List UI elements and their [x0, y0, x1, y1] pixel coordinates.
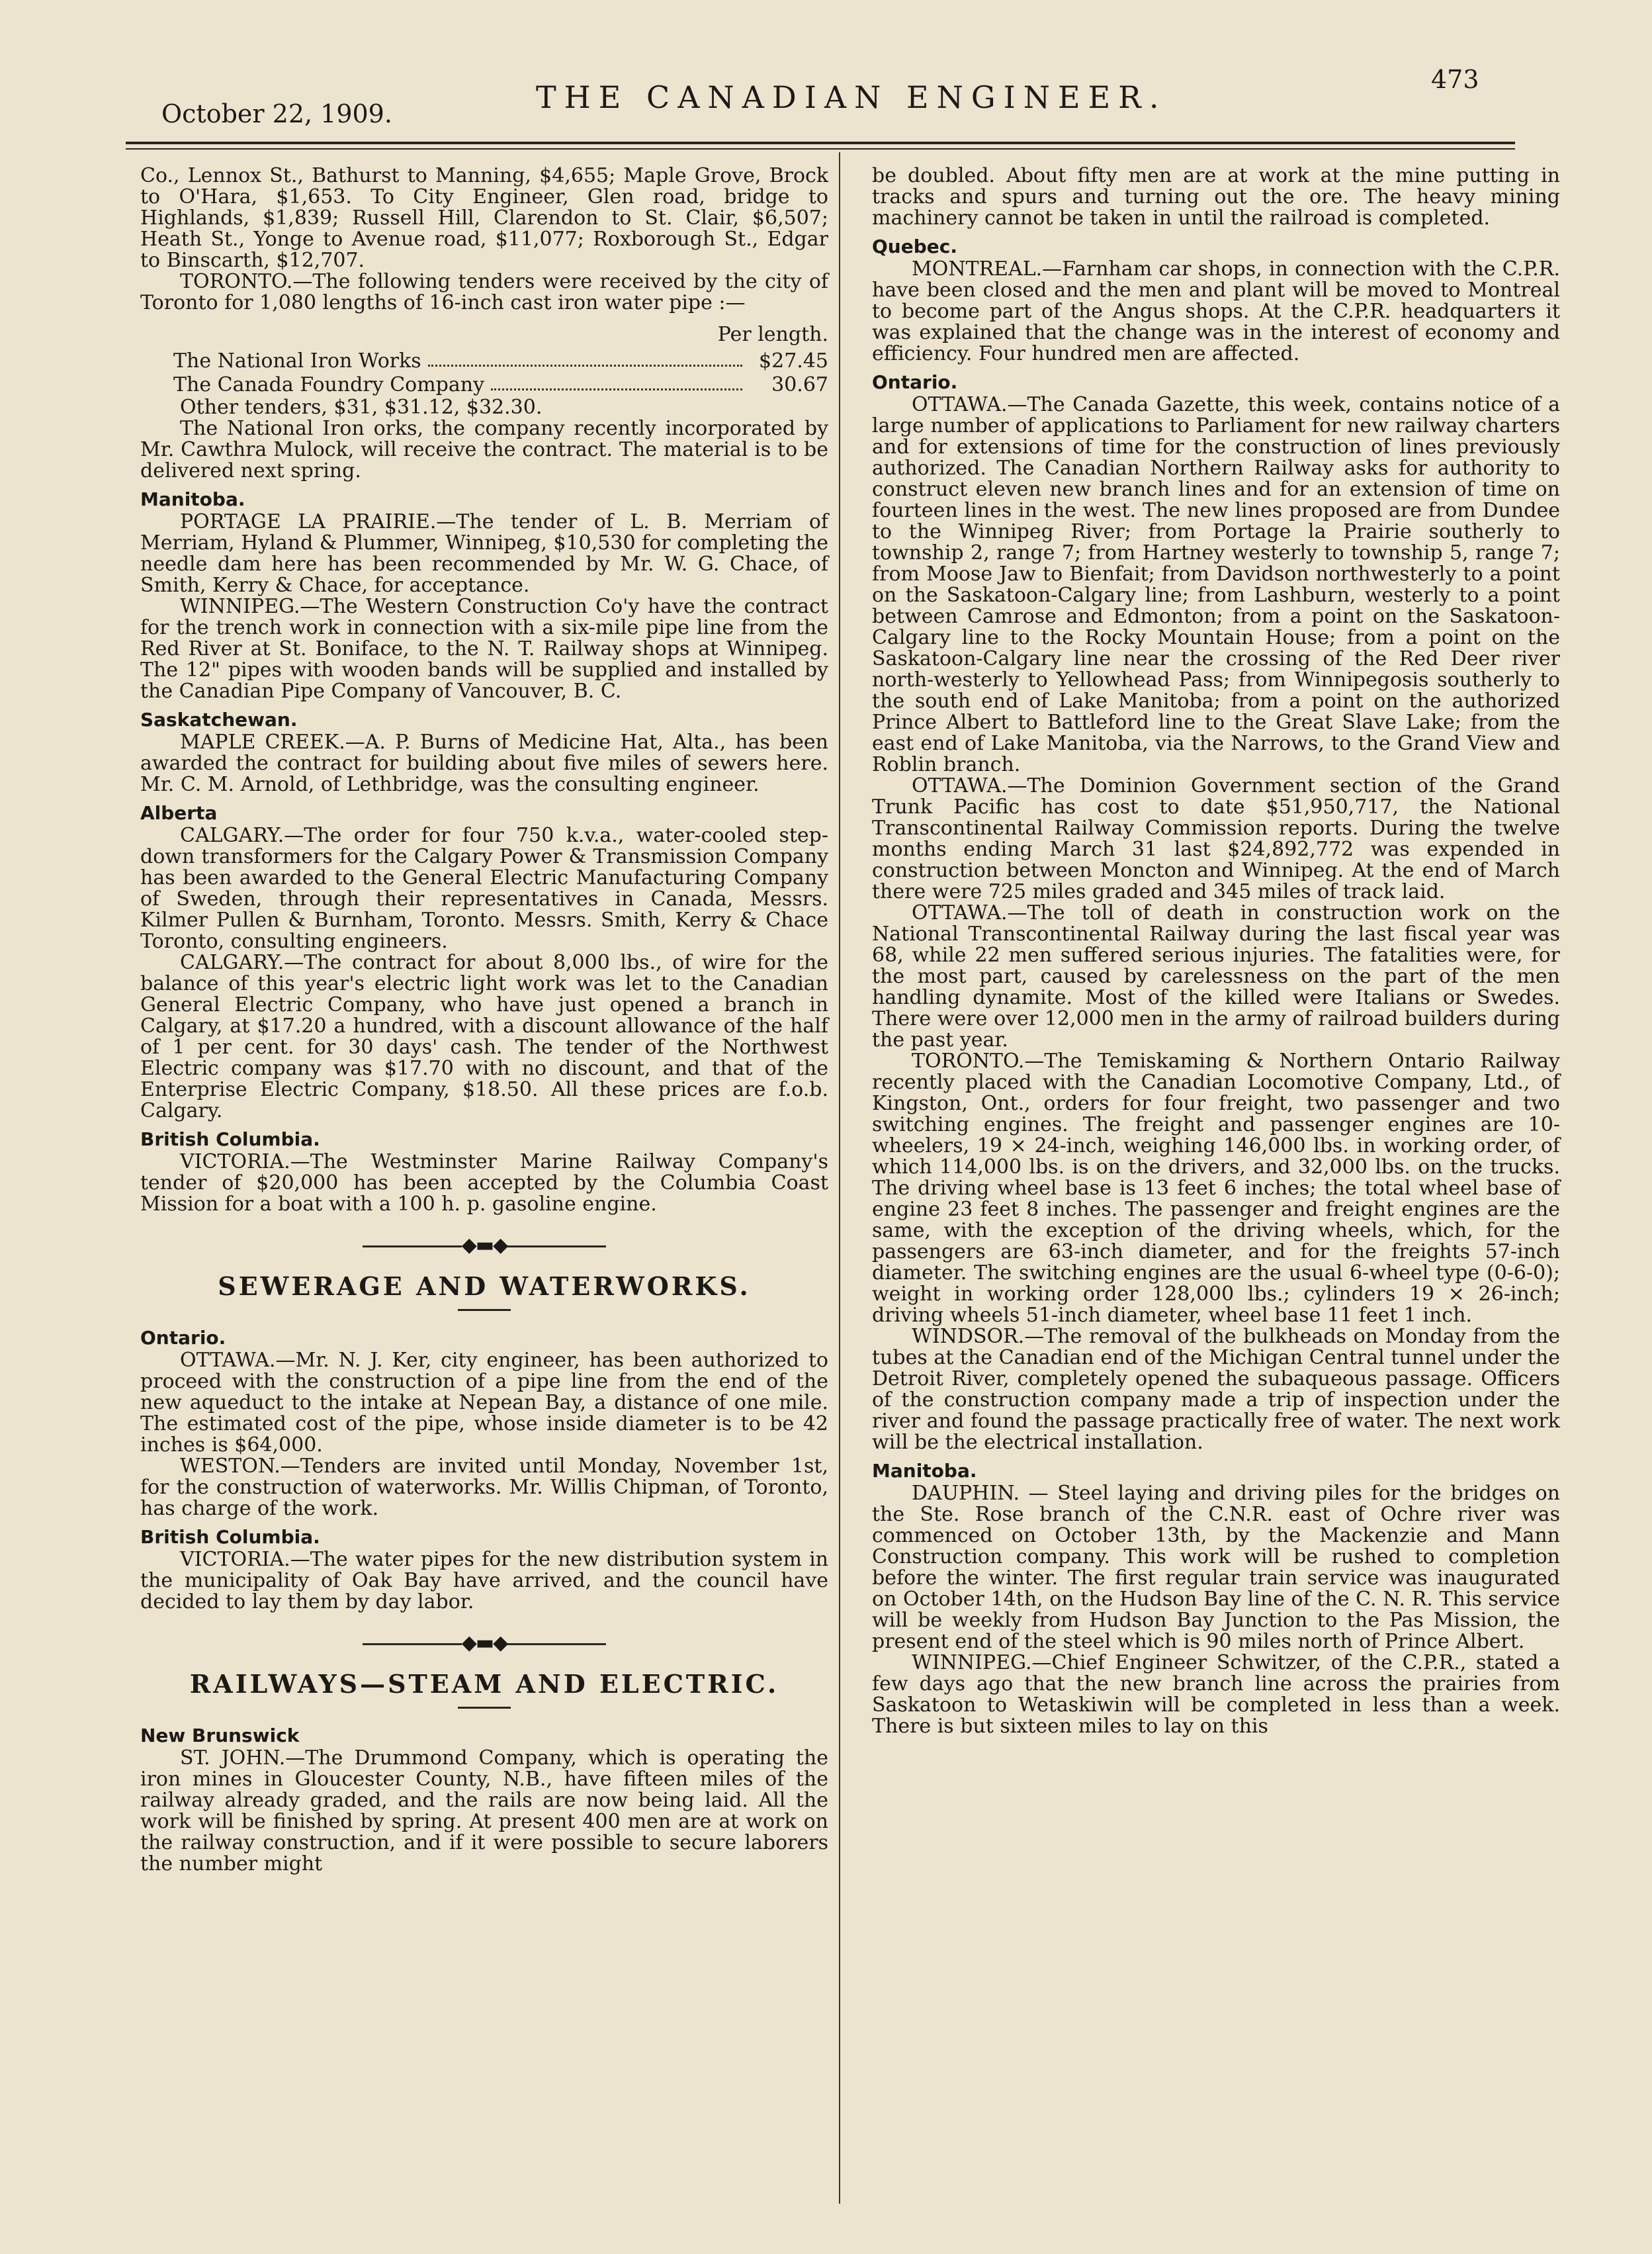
paragraph: MAPLE CREEK.—A. P. Burns of Medicine Hat, Alta., has been awarded the contract for building about five miles of sewers here. Mr. C. M. Arnold, of Lethbridge, was the consulting engineer. — [140, 731, 828, 796]
paragraph: TORONTO.—The following tenders were received by the city of Toronto for 1,080 lengths of 16-inch cast iron water pipe :— — [140, 270, 828, 314]
short-rule — [458, 1707, 511, 1709]
province-heading: Manitoba. — [140, 488, 245, 510]
paragraph: be doubled. About fifty men are at work at the mine putting in tracks and spurs and turning out the ore. The heavy mining machinery cannot be taken in until the railroad is completed. — [872, 164, 1560, 230]
publication-title: THE CANADIAN ENGINEER. — [536, 79, 1167, 115]
paragraph: OTTAWA.—The toll of death in construction work on the National Transcontinental Railway during the last fiscal year was 68, while 22 men suffered serious injuries. The fatalities were, for the most part, caused by carelessness on the part of the men handling dynamite. Most of the killed were Italians or Swedes. There were over 12,000 men in the army of railroad builders during the past year. — [872, 901, 1560, 1052]
header-rule — [126, 142, 1515, 144]
province-heading: Ontario. — [140, 1327, 226, 1349]
tender-value: $27.45 — [759, 349, 828, 373]
paragraph: Other tenders, $31, $31.12, $32.30. — [180, 396, 543, 419]
tender-name: The National Iron Works — [173, 349, 421, 373]
issue-date: October 22, 1909. — [161, 99, 392, 128]
paragraph: VICTORIA.—The water pipes for the new distribution system in the municipality of Oak Bay have arrived, and the council have decided to lay them by day labor. — [140, 1548, 828, 1613]
province-heading: British Columbia. — [140, 1128, 320, 1150]
province-heading: British Columbia. — [140, 1526, 320, 1548]
paragraph: WESTON.—Tenders are invited until Monday, November 1st, for the construction of waterworks. Mr. Willis Chipman, of Toronto, has charge of the work. — [140, 1455, 828, 1520]
paragraph: OTTAWA.—The Canada Gazette, this week, contains notice of a large number of applications to Parliament for new railway charters and for extensions of time for the construction of lines previously authorized. The Canadian Northern Railway asks for authority to construct eleven new branch lines and for an extension of time on fourteen lines in the west. The new lines proposed are from Dundee to the Winnipeg River; from Portage la Prairie southerly to township 2, range 7; from Hartney westerly to township 5, range 7; from Moose Jaw to Bienfait; from Davidson northwesterly to a point on the Saskatoon-Calgary line; from Lashburn, westerly to a point between Camrose and Edmonton; from a point on the Saskatoon-Calgary line to the Rocky Mountain House; from a point on the Saskatoon-Calgary line near the crossing of the Red Deer river north-westerly to Yellowhead Pass; from Winnipegosis southerly to the south end of Lake Manitoba; from a point on the authorized Prince Albert to Battleford line to the Great Slave Lake; from the east end of Lake Manitoba, via the Narrows, to the Grand View and Roblin branch. — [872, 393, 1560, 776]
paragraph: WINDSOR.—The removal of the bulkheads on Monday from the tubes at the Canadian end of the Michigan Central tunnel under the Detroit River, completely opened the subaqueous passage. Officers of the construction company made a trip of inspection under the river and found the passage practically free of water. The next work will be the electrical installation. — [872, 1325, 1560, 1454]
leader-dots — [428, 349, 742, 367]
paragraph: WINNIPEG.—Chief Engineer Schwitzer, of the C.P.R., stated a few days ago that the new branch line across the prairies from Saskatoon to Wetaskiwin will be completed in less than a week. There is but sixteen miles to lay on this — [872, 1651, 1560, 1738]
tender-row — [140, 349, 828, 373]
section-heading: SEWERAGE AND WATERWORKS. — [218, 1271, 751, 1301]
column-divider — [839, 152, 840, 2204]
short-rule — [458, 1309, 511, 1311]
province-heading: Quebec. — [872, 236, 957, 257]
paragraph: CALGARY.—The contract for about 8,000 lbs., of wire for the balance of this year's electric light work was let to the Canadian General Electric Company, who have just opened a branch in Calgary, at $17.20 a hundred, with a discount allowance of the half of 1 per cent. for 30 days' cash. The tender of the Northwest Electric company was $17.70 with no discount, and that of the Enterprise Electric Company, $18.50. All these prices are f.o.b. Calgary. — [140, 951, 828, 1122]
paragraph: TORONTO.—The Temiskaming & Northern Ontario Railway recently placed with the Canadian Locomotive Company, Ltd., of Kingston, Ont., orders for four freight, two passenger and two switching engines. The freight and passenger engines are 10-wheelers, 19 × 24-inch, weighing 146,000 lbs. in working order, of which 114,000 lbs. is on the drivers, and 32,000 lbs. on the trucks. The driving wheel base is 13 feet 6 inches; the total wheel base of engine 23 feet 8 inches. The passenger and freight engines are the same, with the exception of the driving wheels, which, for the passengers are 63-inch diameter, and for the freights 57-inch diameter. The switching engines are the usual 6-wheel type (0-6-0); weight in working order 128,000 lbs.; cylinders 19 × 26-inch; driving wheels 51-inch diameter, wheel base 11 feet 1 inch. — [872, 1050, 1560, 1327]
paragraph: WINNIPEG.—The Western Construction Co'y have the contract for the trench work in connection with a six-mile pipe line from the Red River at St. Boniface, to the N. T. Railway shops at Winnipeg. The 12" pipes with wooden bands will be supplied and installed by the Canadian Pipe Company of Vancouver, B. C. — [140, 595, 828, 703]
paragraph: Co., Lennox St., Bathurst to Manning, $4,655; Maple Grove, Brock to O'Hara, $1,653. To City Engineer, Glen road, bridge to Highlands, $1,839; Russell Hill, Clarendon to St. Clair, $6,507; Heath St., Yonge to Avenue road, $11,077; Roxborough St., Edgar to Binscarth, $12,707. — [140, 164, 828, 272]
paragraph: OTTAWA.—Mr. N. J. Ker, city engineer, has been authorized to proceed with the construction of a pipe line from the end of the new aqueduct to the intake at Nepean Bay, a distance of one mile. The estimated cost of the pipe, whose inside diameter is to be 42 inches is $64,000. — [140, 1349, 828, 1457]
page-number: 473 — [1431, 65, 1479, 94]
tender-value: 30.67 — [771, 373, 828, 396]
header-rule-thin — [126, 148, 1515, 150]
left-column — [140, 165, 828, 1875]
paragraph: DAUPHIN. — Steel laying and driving piles for the bridges on the Ste. Rose branch of the C.N.R. east of Ochre river was commenced on October 13th, by the Mackenzie and Mann Construction company. This work will be rushed to completion before the winter. The first regular train service was inaugurated on October 14th, on the Hudson Bay line of the C. N. R. This service will be weekly from Hudson Bay Junction to the Pas Mission, the present end of the steel which is 90 miles north of Prince Albert. — [872, 1482, 1560, 1653]
province-heading: Saskatchewan. — [140, 709, 298, 731]
province-heading: Ontario. — [872, 371, 958, 393]
paragraph: The National Iron orks, the company recently incorporated by Mr. Cawthra Mulock, will receive the contract. The material is to be delivered next spring. — [140, 417, 828, 482]
tender-table-header: Per length. — [717, 323, 828, 346]
paragraph: VICTORIA.—The Westminster Marine Railway Company's tender of $20,000 has been accepted by the Columbia Coast Mission for a boat with a 100 h. p. gasoline engine. — [140, 1150, 828, 1216]
province-heading: Manitoba. — [872, 1460, 977, 1482]
paragraph: CALGARY.—The order for four 750 k.v.a., water-cooled step-down transformers for the Calgary Power & Transmission Company has been awarded to the General Electric Manufacturing Company of Sweden, through their representatives in Canada, Messrs. Kilmer Pullen & Burnham, Toronto. Messrs. Smith, Kerry & Chace Toronto, consulting engineers. — [140, 824, 828, 953]
section-ornament: ◆▬◆ — [140, 1631, 828, 1654]
province-heading: New Brunswick — [140, 1725, 300, 1746]
paragraph: MONTREAL.—Farnham car shops, in connection with the C.P.R. have been closed and the men and plant will be moved to Montreal to become part of the Angus shops. At the C.P.R. headquarters it was explained that the change was in the interest of economy and efficiency. Four hundred men are affected. — [872, 257, 1560, 365]
section-heading: RAILWAYS—STEAM AND ELECTRIC. — [189, 1669, 779, 1699]
province-heading: Alberta — [140, 802, 218, 824]
tender-row — [140, 373, 828, 397]
paragraph: ST. JOHN.—The Drummond Company, which is operating the iron mines in Gloucester County, N.B., have fifteen miles of the railway already graded, and the rails are now being laid. All the work will be finished by spring. At present 400 men are at work on the railway construction, and if it were possible to secure laborers the number might — [140, 1746, 828, 1875]
tender-name: The Canada Foundry Company — [173, 373, 485, 396]
leader-dots — [491, 373, 742, 390]
right-column — [872, 165, 1560, 1737]
paragraph: PORTAGE LA PRAIRIE.—The tender of L. B. Merriam of Merriam, Hyland & Plummer, Winnipeg, $10,530 for completing the needle dam here has been recommended by Mr. W. G. Chace, of Smith, Kerry & Chace, for acceptance. — [140, 510, 828, 597]
paragraph: OTTAWA.—The Dominion Government section of the Grand Trunk Pacific has cost to date $51,950,717, the National Transcontinental Railway Commission reports. During the twelve months ending March 31 last $24,892,772 was expended in construction between Moncton and Winnipeg. At the end of March there were 725 miles graded and 345 miles of track laid. — [872, 774, 1560, 903]
section-ornament: ◆▬◆ — [140, 1234, 828, 1257]
